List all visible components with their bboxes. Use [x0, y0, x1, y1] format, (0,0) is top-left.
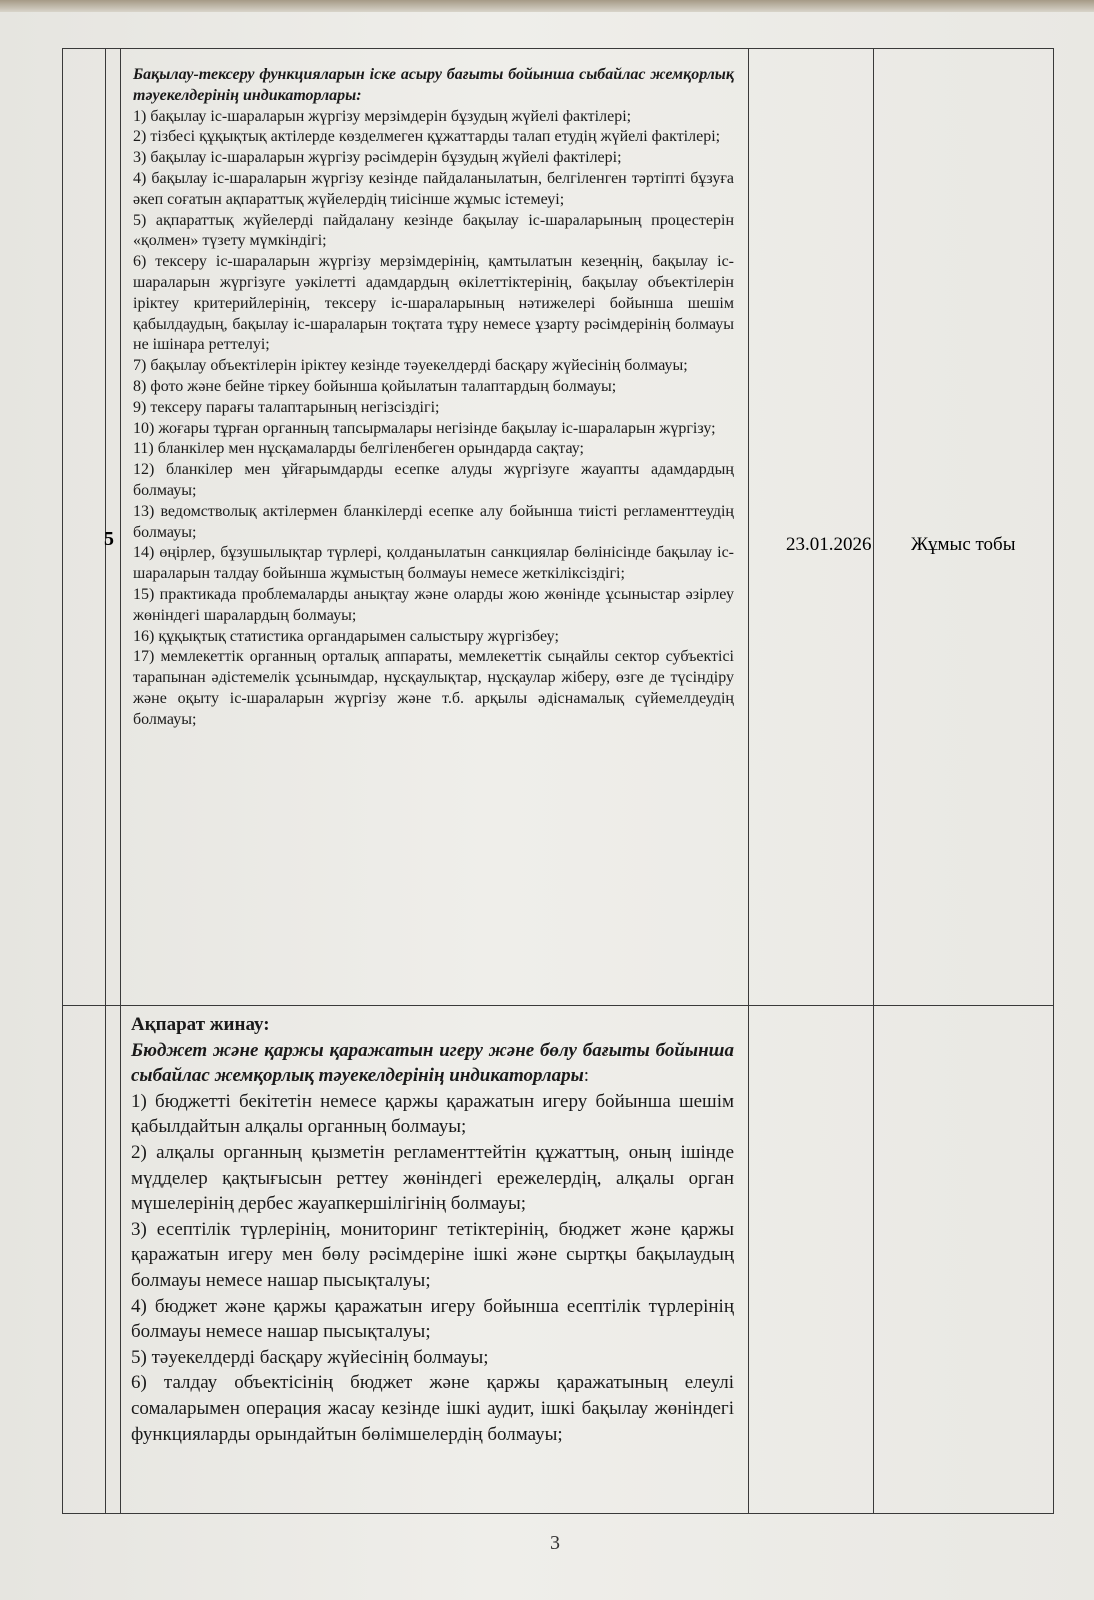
list-item: 2) тізбесі құқықтық актілерде көзделмеген құжаттарды талап етудің жүйелі фактілері;	[133, 128, 721, 146]
responsible-party: Жұмыс тобы	[911, 534, 1016, 555]
row-number-cell	[63, 49, 106, 1006]
section-heading: Бюджет және қаржы қаражатын игеру және бөлу бағыты бойынша сыбайлас жемқорлық тәуекелдерінің индикаторлары	[131, 1039, 734, 1087]
indicator-table	[62, 48, 1054, 1514]
section-heading: Бақылау-тексеру функцияларын іске асыру бағыты бойынша сыбайлас жемқорлық тәуекелдерінің индикаторлары:	[133, 66, 734, 104]
table-row	[63, 49, 1054, 1006]
list-item: 1) бақылау іс-шараларын жүргізу мерзімдерін бұзудың жүйелі фактілері;	[133, 107, 632, 125]
list-item: 4) бюджет және қаржы қаражатын игеру бойынша есептілік түрлерінің болмауы немесе нашар пысықталуы;	[131, 1295, 734, 1343]
list-item: 6) тексеру іс-шараларын жүргізу мерзімдерінің, қамтылатын кезеңнің, бақылау іс-шараларын жүргізуге уәкілетті адамдардың өкілеттіктерінің, бақылау объектілерін іріктеу критерийлерінің, тексеру іс-шараларының нәтижелері бойынша шешім қабылдаудың, бақылау іс-шараларын тоқтата тұру немесе ұзарту рәсімдерінің болмауы не ішінара реттелуі;	[133, 253, 734, 354]
section-title: Ақпарат жинау:	[131, 1014, 270, 1035]
list-item: 1) бюджетті бекітетін немесе қаржы қаражатын игеру бойынша шешім қабылдайтын алқалы органның болмауы;	[131, 1090, 734, 1138]
table-row	[63, 1006, 1054, 1514]
list-item: 14) өңірлер, бұзушылықтар түрлері, қолданылатын санкциялар бөлінісінде бақылау іс-шараларын талдау бойынша жұмыстың болмауы немесе жеткіліксіздігі;	[133, 544, 734, 583]
date-cell	[749, 49, 874, 1006]
list-item: 7) бақылау объектілерін іріктеу кезінде тәуекелдерді басқару жүйесінің болмауы;	[133, 357, 688, 375]
deadline-date: 23.01.2026	[786, 534, 872, 555]
list-item: 5) ақпараттық жүйелерді пайдалану кезінде бақылау іс-шараларының процестерін «қолмен» түзету мүмкіндігі;	[133, 211, 734, 250]
page-number: 3	[550, 1532, 560, 1554]
list-item: 11) бланкілер мен нұсқамаларды белгіленбеген орындарда сақтау;	[133, 440, 584, 458]
list-item: 9) тексеру парағы талаптарының негізсіздігі;	[133, 398, 440, 416]
indicator-cell: Ақпарат жинау: Бюджет және қаржы қаражатын игеру және бөлу бағыты бойынша сыбайлас жемқорлық тәуекелдерінің индикаторлары: 1) бюджетті бекітетін немесе қаржы қаражатын игеру бойынша шешім қабылдайтын алқалы органның болмауы; 2) алқалы органның қызметін регламенттейтін құжаттың, оның ішінде мүдделер қақтығысын реттеу жөніндегі ережелердің, алқалы орган мүшелерінің дербес жауапкершілігінің болмауы; 3) есептілік түрлерінің, мониторинг тетіктерінің, бюджет және қаржы қаражатын игеру мен бөлу рәсімдеріне ішкі және сыртқы бақылаудың болмауы немесе нашар пысықталуы; 4) бюджет және қаржы қаражатын игеру бойынша есептілік түрлерінің болмауы немесе нашар пысықталуы; 5) тәуекелдерді басқару жүйесінің болмауы; 6) талдау объектісінің бюджет және қаржы қаражатының елеулі сомаларымен операция жасау кезінде ішкі аудит, ішкі бақылау жөніндегі функцияларды орындайтын бөлімшелердің болмауы;	[121, 1006, 749, 1514]
desk-background	[0, 0, 1094, 12]
list-item: 16) құқықтық статистика органдарымен салыстыру жүргізбеу;	[133, 627, 559, 645]
list-item: 4) бақылау іс-шараларын жүргізу кезінде пайдаланылатын, белгіленген тәртіпті бұзуға әкеп соғатын ақпараттық жүйелердің тиісінше жұмыс істемеуі;	[133, 169, 734, 208]
list-item: 12) бланкілер мен ұйғарымдарды есепке алуды жүргізуге жауапты адамдардың болмауы;	[133, 461, 734, 499]
list-item: 13) ведомстволық актілермен бланкілерді есепке алу бойынша тиісті регламенттеудің болмауы;	[133, 502, 734, 541]
responsible-cell	[874, 49, 1054, 1006]
list-item: 10) жоғары тұрған органның тапсырмалары негізінде бақылау іс-шараларын жүргізу;	[133, 419, 716, 437]
list-item: 5) тәуекелдерді басқару жүйесінің болмауы;	[131, 1346, 489, 1368]
row-number: 5	[104, 528, 114, 550]
list-item: 2) алқалы органның қызметін регламенттейтін құжаттың, оның ішінде мүдделер қақтығысын реттеу жөніндегі ережелердің, алқалы орган мүшелерінің дербес жауапкершілігінің болмауы;	[131, 1141, 734, 1215]
list-item: 3) есептілік түрлерінің, мониторинг тетіктерінің, бюджет және қаржы қаражатын игеру мен бөлу рәсімдеріне ішкі және сыртқы бақылаудың болмауы немесе нашар пысықталуы;	[131, 1218, 734, 1291]
indicator-cell	[121, 49, 749, 1006]
list-item: 6) талдау объектісінің бюджет және қаржы қаражатының елеулі сомаларымен операция жасау кезінде ішкі аудит, ішкі бақылау жөніндегі функцияларды орындайтын бөлімшелердің болмауы;	[131, 1372, 734, 1445]
list-item: 3) бақылау іс-шараларын жүргізу рәсімдерін бұзудың жүйелі фактілері;	[133, 149, 622, 167]
list-item: 17) мемлекеттік органның орталық аппараты, мемлекеттік сыңайлы сектор субъектісі тарапынан әдістемелік ұсынымдар, нұсқаулықтар, нұсқаулар жіберу, өзге де түсіндіру және оқыту іс-шараларын жүргізу және т.б. арқылы әдіснамалық сүйемелдеудің болмауы;	[133, 648, 734, 728]
list-item: 15) практикада проблемаларды анықтау және оларды жою жөнінде ұсыныстар әзірлеу жөніндегі шаралардың болмауы;	[133, 585, 734, 624]
list-item: 8) фото және бейне тіркеу бойынша қойылатын талаптардың болмауы;	[133, 377, 617, 395]
